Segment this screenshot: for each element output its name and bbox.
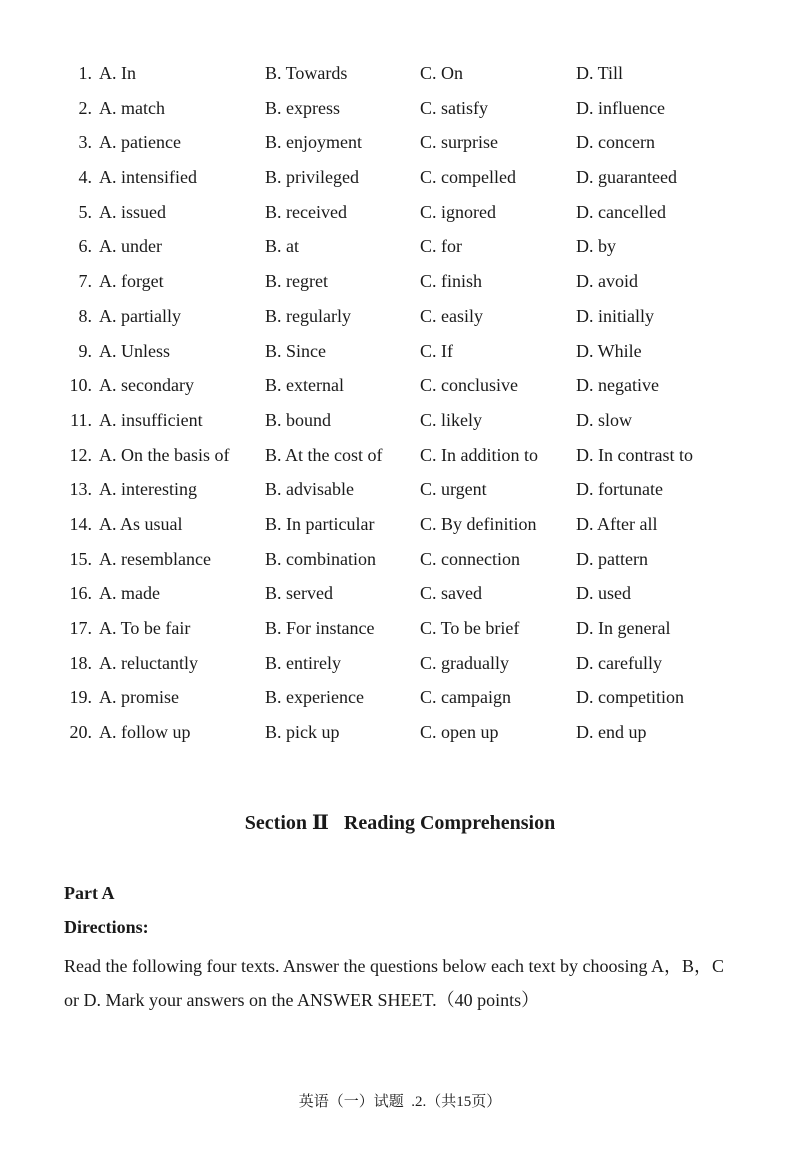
question-row [0,438,800,473]
page-footer: 英语（一）试题 .2.（共15页） [298,1094,502,1110]
question-number: 19. [69,687,92,708]
option-c: C. If [420,340,453,361]
question-number: 20. [69,722,92,743]
question-number: 1. [78,63,92,83]
option-a: A. made [99,583,160,604]
option-d: D. negative [576,375,659,396]
option-c: C. In addition to [420,444,538,465]
question-row [0,680,800,715]
option-b: B. Towards [265,63,348,83]
question-row [0,125,800,160]
question-number: 13. [69,479,92,500]
question-row [0,334,800,369]
option-b: B. For instance [265,618,375,638]
question-row [0,403,800,438]
option-a: A. promise [99,687,179,708]
option-c: C. ignored [420,201,496,222]
option-d: D. carefully [576,652,662,673]
option-b: B. external [265,375,344,396]
option-a: A. To be fair [99,618,191,638]
question-number: 16. [69,583,92,604]
option-d: D. concern [576,132,655,153]
option-b: B. privileged [265,167,359,188]
section-title: Section Ⅱ Reading Comprehension [244,812,556,834]
option-d: D. In contrast to [576,444,693,465]
question-number: 6. [78,236,92,257]
option-a: A. insufficient [99,409,203,430]
question-number: 14. [69,513,92,534]
question-row [0,264,800,299]
option-d: D. In general [576,618,671,638]
option-a: A. resemblance [99,548,211,569]
option-b: B. served [265,583,333,604]
option-d: D. end up [576,722,647,743]
question-row [0,507,800,542]
directions-title: Directions: [64,917,149,937]
option-a: A. In [99,63,136,83]
option-b: B. at [265,236,299,257]
option-c: C. satisfy [420,97,489,118]
question-row [0,646,800,681]
option-d: D. fortunate [576,479,663,500]
option-c: C. likely [420,409,482,430]
option-c: C. campaign [420,687,511,708]
option-b: B. enjoyment [265,132,362,153]
question-number: 15. [69,548,92,569]
question-number: 8. [78,305,92,326]
option-c: C. for [420,236,462,257]
question-number: 4. [78,167,92,188]
question-number: 12. [69,444,92,465]
option-b: B. experience [265,687,364,708]
option-d: D. slow [576,409,633,430]
option-c: C. surprise [420,132,498,153]
option-b: B. advisable [265,479,354,500]
option-c: C. By definition [420,513,537,534]
question-number: 11. [70,409,92,430]
option-d: D. by [576,236,616,257]
option-a: A. As usual [99,513,183,534]
option-c: C. easily [420,305,483,326]
option-d: D. pattern [576,548,648,569]
option-a: A. follow up [99,722,191,743]
question-row [0,576,800,611]
option-a: A. intensified [99,167,197,188]
question-row [0,299,800,334]
option-a: A. interesting [99,479,197,500]
option-b: B. combination [265,548,376,569]
option-c: C. saved [420,583,482,604]
option-a: A. forget [99,271,164,292]
option-d: D. guaranteed [576,167,677,188]
option-d: D. influence [576,97,665,118]
question-number: 10. [69,375,92,396]
question-row [0,611,800,646]
option-b: B. regret [265,271,328,292]
question-number: 17. [69,618,92,638]
question-row [0,715,800,750]
question-row [0,56,800,91]
option-d: D. cancelled [576,201,666,222]
option-d: D. used [576,583,631,604]
option-d: D. initially [576,305,654,326]
option-c: C. finish [420,271,483,292]
option-c: C. To be brief [420,618,520,638]
option-a: A. under [99,236,162,257]
option-a: A. patience [99,132,181,153]
question-row [0,368,800,403]
question-row [0,91,800,126]
question-number: 3. [78,132,92,153]
option-a: A. On the basis of [99,444,230,465]
option-c: C. On [420,63,464,83]
question-row [0,542,800,577]
option-a: A. Unless [99,340,170,361]
option-c: C. gradually [420,652,509,673]
option-b: B. regularly [265,305,351,326]
option-c: C. compelled [420,167,516,188]
option-a: A. match [99,97,165,118]
option-d: D. Till [576,63,624,83]
option-a: A. secondary [99,375,194,396]
option-c: C. connection [420,548,520,569]
question-number: 7. [78,271,92,292]
option-b: B. pick up [265,722,340,743]
option-c: C. conclusive [420,375,518,396]
option-c: C. open up [420,722,499,743]
option-b: B. bound [265,409,332,430]
question-number: 2. [78,97,92,118]
option-d: D. After all [576,513,658,534]
question-number: 9. [78,340,92,361]
option-d: D. avoid [576,271,638,292]
answer-options-list [0,56,800,750]
option-b: B. Since [265,340,326,361]
directions-text: Read the following four texts. Answer the questions below each text by choosing A，B，C or D. Mark your answers on the ANSWER SHEET.（40 points） [64,956,724,1010]
option-d: D. competition [576,687,684,708]
question-row [0,229,800,264]
option-b: B. express [265,97,340,118]
option-b: B. At the cost of [265,444,383,465]
option-d: D. While [576,340,642,361]
option-b: B. In particular [265,513,375,534]
option-b: B. entirely [265,652,341,673]
option-a: A. reluctantly [99,652,198,673]
question-row [0,195,800,230]
question-row [0,472,800,507]
part-title: Part A [64,883,115,903]
option-a: A. partially [99,305,181,326]
question-number: 18. [69,652,92,673]
question-row [0,160,800,195]
option-c: C. urgent [420,479,487,500]
question-number: 5. [78,201,92,222]
option-a: A. issued [99,201,166,222]
option-b: B. received [265,201,347,222]
